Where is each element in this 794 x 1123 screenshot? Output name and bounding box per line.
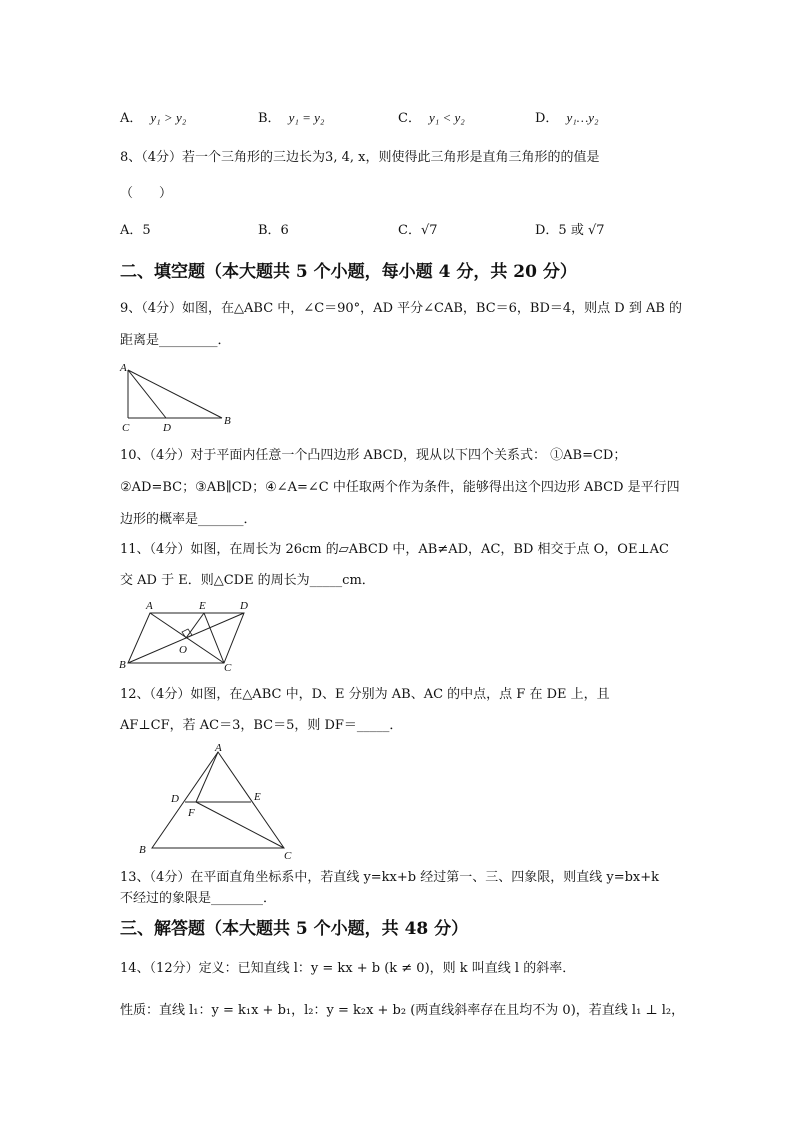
q12-label-c: C: [284, 850, 292, 862]
q7-option-a: A． y₁ > y₂: [120, 110, 187, 126]
q12-label-f: F: [188, 807, 195, 819]
q11-label-e: E: [199, 600, 206, 612]
q12-line-2: AF⊥CF，若 AC＝3，BC＝5，则 DF＝_____．: [120, 718, 403, 733]
q12-label-e: E: [254, 791, 261, 803]
q11-line-2: 交 AD 于 E．则△CDE 的周长为_____cm．: [120, 573, 375, 588]
q7-option-c: C． y₁ < y₂: [398, 110, 465, 126]
q13-line-1: 13、（4分）在平面直角坐标系中，若直线 y=kx+b 经过第一、三、四象限，则直线 y=bx+k: [120, 870, 660, 885]
q9-label-b: B: [224, 415, 231, 427]
q12-segment-fc: [196, 802, 284, 848]
q8-stem: 8、（4分）若一个三角形的三边长为3, 4, x，则使得此三角形是直角三角形的的值是: [120, 150, 600, 165]
q9-label-d: D: [163, 422, 171, 434]
q12-line-1: 12、（4分）如图，在△ABC 中，D、E 分别为 AB、AC 的中点，点 F 在 DE 上，且: [120, 687, 610, 702]
q8-answer-paren: （ ）: [120, 186, 173, 201]
q9-side-ab: [128, 370, 222, 418]
section-2-heading: 二、填空题（本大题共 5 个小题，每小题 4 分，共 20 分）: [120, 262, 577, 282]
q7-option-d: D． y₁…y₂: [535, 110, 599, 126]
q11-label-b: B: [119, 659, 126, 671]
q13-line-2: 不经过的象限是________．: [120, 891, 277, 906]
q12-label-b: B: [139, 844, 146, 856]
q7-option-b: B． y₁ = y₂: [258, 110, 325, 126]
q9-line-2: 距离是_________．: [120, 333, 231, 348]
q12-label-a: A: [215, 742, 222, 754]
q11-segment-ec: [204, 613, 224, 663]
q11-label-o: O: [179, 644, 187, 656]
q14-property-line: 性质：直线 l₁：y = k₁x + b₁，l₂：y = k₂x + b₂ (两直线斜率存在且均不为 0)，若直线 l₁ ⊥ l₂，: [120, 1003, 685, 1018]
q9-segment-ad: [128, 370, 166, 418]
q8-option-b: B．6: [258, 223, 289, 238]
q14-definition-line: 14、（12分）定义：已知直线 l：y = kx + b (k ≠ 0)，则 k 叫直线 l 的斜率．: [120, 961, 576, 976]
q11-line-1: 11、（4分）如图，在周长为 26cm 的▱ABCD 中，AB≠AD，AC，BD 相交于点 O，OE⊥AC: [120, 542, 669, 557]
q12-segment-af: [196, 752, 218, 802]
section-3-heading: 三、解答题（本大题共 5 个小题，共 48 分）: [120, 919, 469, 939]
q12-figure: [134, 740, 304, 862]
q8-option-c: C．√7: [398, 223, 438, 238]
q11-label-d: D: [240, 600, 248, 612]
q11-label-c: C: [224, 662, 232, 673]
q12-label-d: D: [171, 793, 179, 805]
q10-line-1: 10、（4分）对于平面内任意一个凸四边形 ABCD，现从以下四个关系式： ①AB=CD；: [120, 448, 627, 463]
q9-line-1: 9、（4分）如图，在△ABC 中，∠C＝90°，AD 平分∠CAB，BC＝6，BD＝4，则点 D 到 AB 的: [120, 301, 683, 316]
q11-figure: [116, 597, 256, 673]
q9-label-c: C: [122, 422, 130, 434]
q11-label-a: A: [146, 600, 153, 612]
q10-line-2: ②AD=BC；③AB∥CD；④∠A=∠C 中任取两个作为条件，能够得出这个四边形 ABCD 是平行四: [120, 480, 680, 495]
q10-line-3: 边形的概率是_______．: [120, 512, 257, 527]
q9-figure: [114, 362, 244, 434]
q9-label-a: A: [120, 362, 127, 374]
q8-option-d: D．5 或 √7: [535, 223, 605, 238]
q8-option-a: A．5: [120, 223, 151, 238]
